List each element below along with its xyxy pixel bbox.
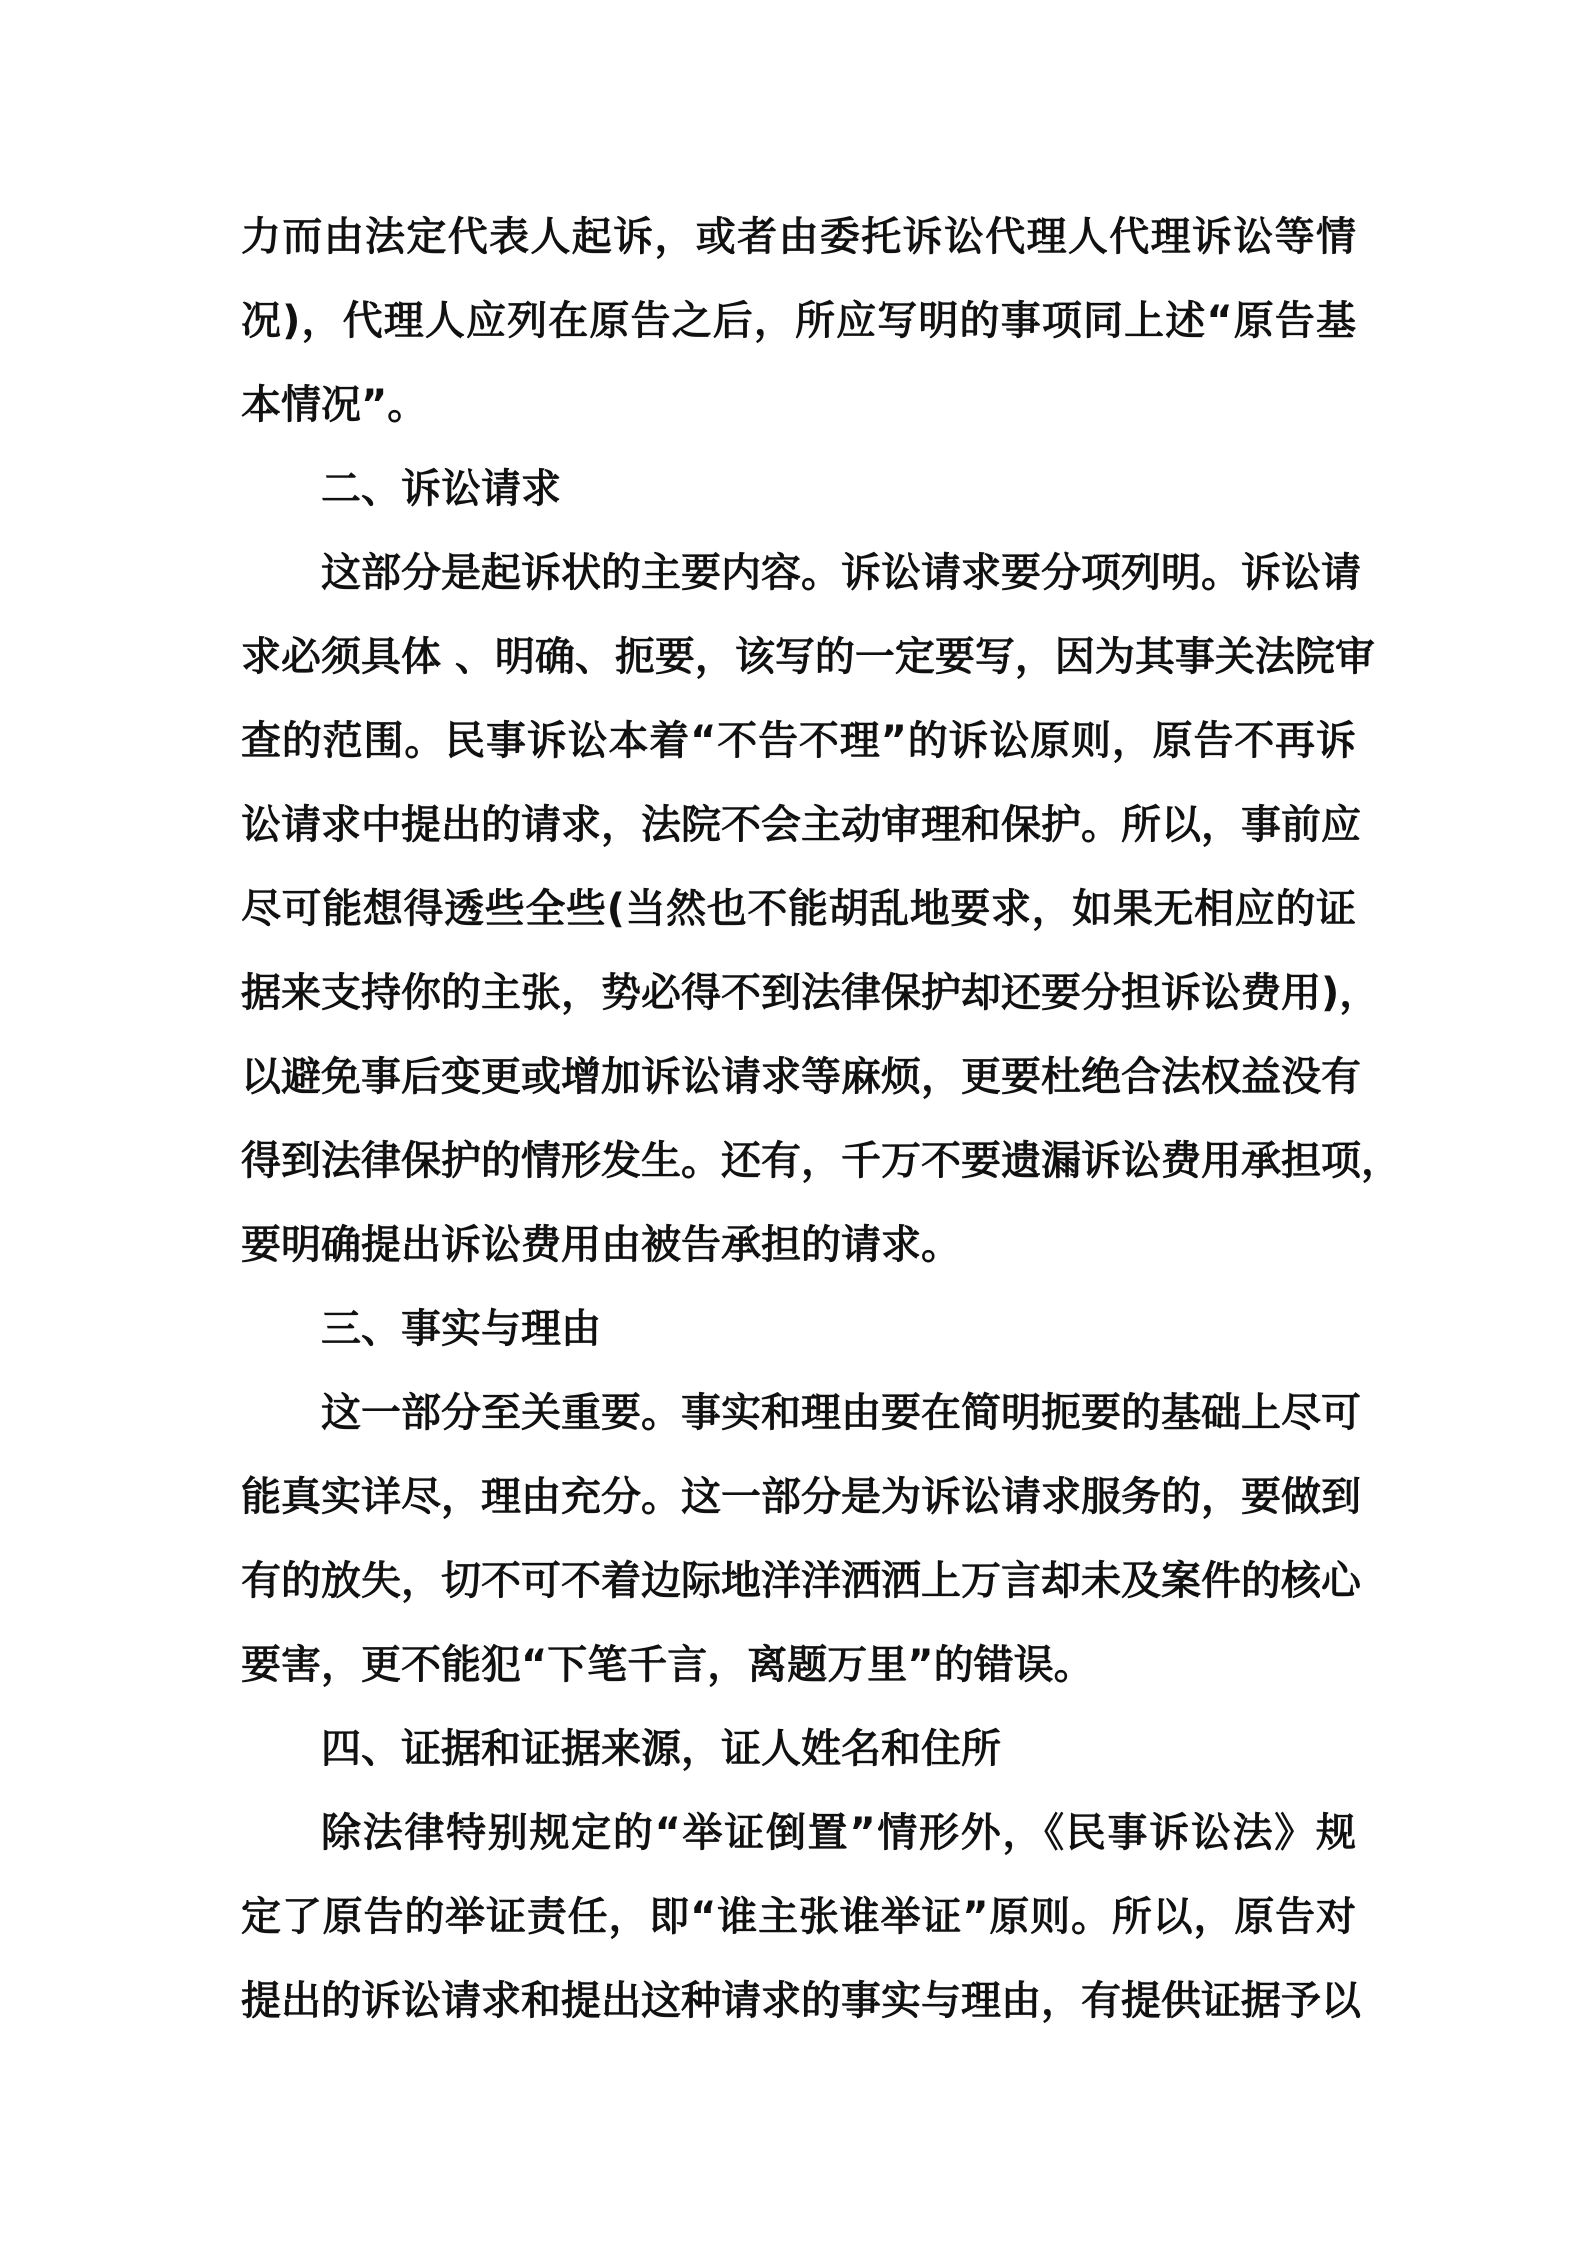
paragraph-line: 力而由法定代表人起诉，或者由委托诉讼代理人代理诉讼等情: [241, 214, 1356, 260]
paragraph-line: 要害，更不能犯“下笔千言，离题万里”的错误。: [241, 1642, 1094, 1688]
section-heading-facts: 三、事实与理由: [321, 1306, 601, 1352]
paragraph-line: 以避免事后变更或增加诉讼请求等麻烦，更要杜绝合法权益没有: [241, 1054, 1361, 1100]
paragraph-line: 尽可能想得透些全些(当然也不能胡乱地要求，如果无相应的证: [241, 886, 1356, 932]
document-body: [241, 195, 1401, 2043]
paragraph-line: 讼请求中提出的请求，法院不会主动审理和保护。所以，事前应: [241, 802, 1361, 848]
paragraph-line: 本情况”。: [241, 382, 428, 428]
paragraph-line: 据来支持你的主张，势必得不到法律保护却还要分担诉讼费用)，: [241, 970, 1380, 1016]
paragraph-line: 有的放失，切不可不着边际地洋洋洒洒上万言却未及案件的核心: [241, 1558, 1361, 1604]
section-heading-evidence: 四、证据和证据来源，证人姓名和住所: [321, 1726, 1001, 1772]
paragraph-line: 查的范围。民事诉讼本着“不告不理”的诉讼原则，原告不再诉: [241, 718, 1356, 764]
paragraph-line: 能真实详尽，理由充分。这一部分是为诉讼请求服务的，要做到: [241, 1474, 1361, 1520]
section-heading-claims: 二、诉讼请求: [321, 466, 561, 512]
paragraph-line: 这部分是起诉状的主要内容。诉讼请求要分项列明。诉讼请: [321, 550, 1361, 596]
paragraph-line: 求必须具体 、明确、扼要，该写的一定要写，因为其事关法院审: [241, 634, 1375, 680]
paragraph-line: 况)，代理人应列在原告之后，所应写明的事项同上述“原告基: [241, 298, 1356, 344]
paragraph-line: 要明确提出诉讼费用由被告承担的请求。: [241, 1222, 961, 1268]
paragraph-line: 得到法律保护的情形发生。还有，千万不要遗漏诉讼费用承担项，: [241, 1138, 1401, 1184]
paragraph-line: 这一部分至关重要。事实和理由要在简明扼要的基础上尽可: [321, 1390, 1361, 1436]
paragraph-line: 提出的诉讼请求和提出这种请求的事实与理由，有提供证据予以: [241, 1978, 1361, 2024]
paragraph-line: 除法律特别规定的“举证倒置”情形外，《民事诉讼法》规: [321, 1810, 1356, 1856]
paragraph-line: 定了原告的举证责任，即“谁主张谁举证”原则。所以，原告对: [241, 1894, 1356, 1940]
